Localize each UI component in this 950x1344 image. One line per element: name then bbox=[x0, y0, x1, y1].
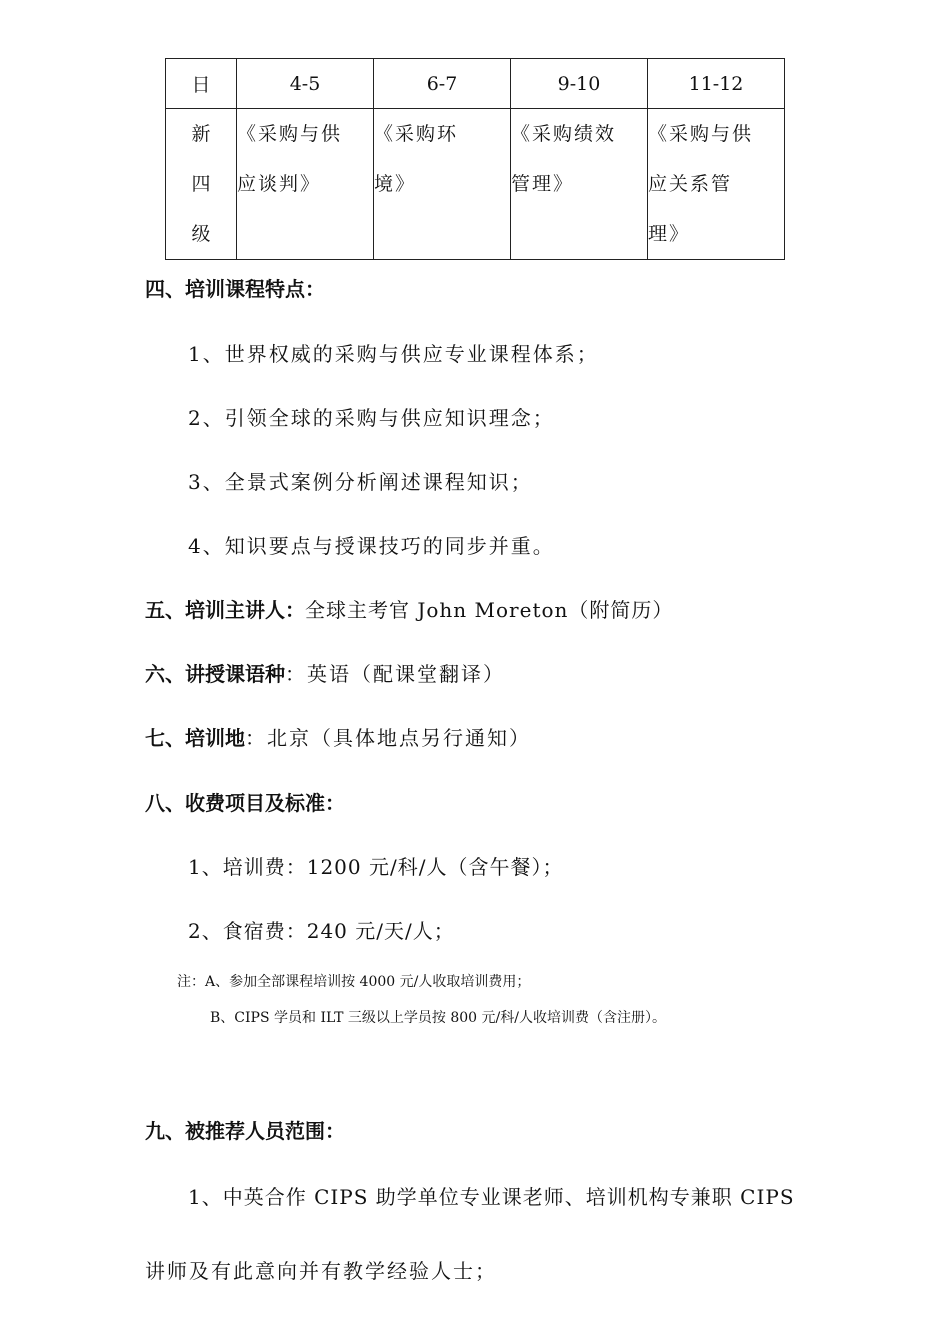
section-6-value: ：英语（配课堂翻译） bbox=[285, 662, 505, 686]
sec4-item: 2、引领全球的采购与供应知识理念； bbox=[188, 406, 555, 430]
fee-note-b: B、CIPS 学员和 ILT 三级以上学员按 800 元/科/人收培训费（含注册）。 bbox=[210, 1010, 666, 1026]
section-5-label: 五、培训主讲人： bbox=[145, 598, 305, 622]
row-label-char: 四 bbox=[191, 173, 211, 195]
section-8-title: 八、收费项目及标准： bbox=[145, 791, 345, 815]
schedule-table bbox=[165, 58, 785, 260]
header-cell: 6-7 bbox=[374, 59, 511, 109]
row-label-char: 级 bbox=[191, 223, 211, 245]
section-7-value: ：北京（具体地点另行通知） bbox=[245, 726, 531, 750]
header-cell: 4-5 bbox=[237, 59, 374, 109]
course-text: 管理》 bbox=[511, 173, 575, 195]
course-text: 《采购绩效 bbox=[511, 123, 617, 145]
sec4-item: 1、世界权威的采购与供应专业课程体系； bbox=[188, 342, 599, 366]
header-cell: 日 bbox=[166, 59, 237, 109]
course-cell bbox=[237, 109, 374, 260]
course-cell bbox=[374, 109, 511, 260]
course-text: 理》 bbox=[648, 223, 691, 245]
course-text: 应谈判》 bbox=[237, 173, 322, 195]
schedule-course-row bbox=[166, 109, 785, 260]
course-text: 《采购与供 bbox=[237, 123, 343, 145]
sec8-item: 1、培训费：1200 元/科/人（含午餐）； bbox=[188, 855, 564, 879]
sec4-item: 3、全景式案例分析阐述课程知识； bbox=[188, 470, 533, 494]
section-4-title: 四、培训课程特点： bbox=[145, 277, 325, 301]
sec9-line-1: 1、中英合作 CIPS 助学单位专业课老师、培训机构专兼职 CIPS bbox=[188, 1185, 795, 1209]
course-cell bbox=[511, 109, 648, 260]
course-text: 境》 bbox=[374, 173, 417, 195]
sec9-line-2: 讲师及有此意向并有教学经验人士； bbox=[145, 1259, 497, 1283]
sec8-item: 2、食宿费：240 元/天/人； bbox=[188, 919, 455, 943]
course-cell bbox=[648, 109, 785, 260]
section-9-title: 九、被推荐人员范围： bbox=[145, 1119, 345, 1143]
section-7 bbox=[145, 722, 531, 751]
course-text: 《采购环 bbox=[374, 123, 459, 145]
course-text: 《采购与供 bbox=[648, 123, 754, 145]
schedule-header-row bbox=[166, 59, 785, 109]
header-cell: 9-10 bbox=[511, 59, 648, 109]
sec4-item: 4、知识要点与授课技巧的同步并重。 bbox=[188, 534, 555, 558]
section-5-value: 全球主考官 John Moreton（附简历） bbox=[305, 598, 674, 622]
section-7-label: 七、培训地 bbox=[145, 726, 245, 750]
row-label-cell bbox=[166, 109, 237, 260]
fee-note-a: 注：A、参加全部课程培训按 4000 元/人收取培训费用； bbox=[177, 974, 531, 990]
section-5 bbox=[145, 594, 673, 623]
course-text: 应关系管 bbox=[648, 173, 733, 195]
section-6 bbox=[145, 658, 505, 687]
section-6-label: 六、讲授课语种 bbox=[145, 662, 285, 686]
header-cell: 11-12 bbox=[648, 59, 785, 109]
row-label-char: 新 bbox=[191, 123, 211, 145]
